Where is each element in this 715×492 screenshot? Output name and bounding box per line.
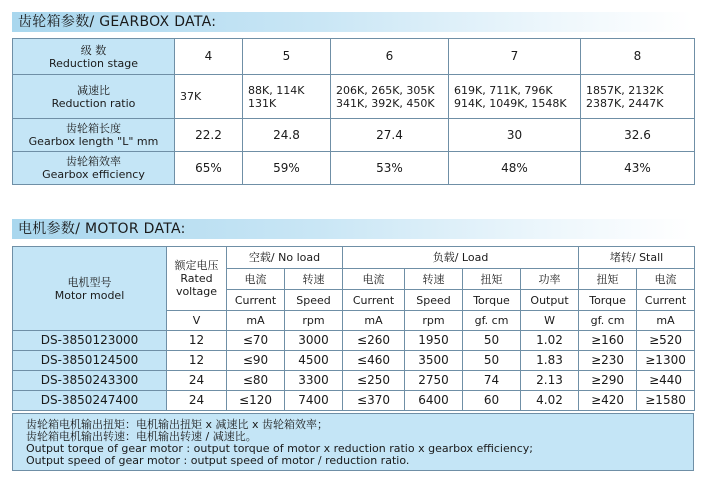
gearbox-label-en: Gearbox length "L" mm <box>28 135 159 148</box>
motor-cell: 50 <box>463 331 521 351</box>
gearbox-label-cn: 齿轮箱长度 <box>66 122 121 135</box>
gearbox-label-en: Gearbox efficiency <box>42 168 145 181</box>
motor-cell: ≥160 <box>579 331 637 351</box>
gearbox-cell: 30 <box>449 119 581 152</box>
gearbox-label-en: Reduction ratio <box>51 96 136 110</box>
gearbox-cell: 4 <box>175 39 243 75</box>
motor-cell: 1.83 <box>521 351 579 371</box>
gearbox-row-label <box>13 119 175 152</box>
motor-col-header-en: Speed <box>285 290 343 311</box>
motor-cell: ≥290 <box>579 371 637 391</box>
motor-row <box>13 391 695 411</box>
motor-col-header-cn: 扭矩 <box>579 269 637 290</box>
motor-col-header-cn: 转速 <box>285 269 343 290</box>
motor-unit: W <box>521 311 579 331</box>
motor-cell: ≥420 <box>579 391 637 411</box>
gearbox-row <box>13 75 695 119</box>
note-line: Output torque of gear motor : output torque of motor x reduction ratio x gearbox efficiency; <box>26 442 533 455</box>
gearbox-row <box>13 119 695 152</box>
gearbox-row <box>13 152 695 185</box>
gearbox-cell-line: 88K, 114K <box>248 83 305 97</box>
gearbox-cell-line: 131K <box>248 96 277 110</box>
motor-unit: mA <box>637 311 695 331</box>
motor-cell: 3500 <box>405 351 463 371</box>
gearbox-cell-line: 1857K, 2132K <box>586 83 664 97</box>
gearbox-cell <box>243 75 331 119</box>
gearbox-cell: 48% <box>449 152 581 185</box>
motor-cell: ≥440 <box>637 371 695 391</box>
motor-cell: 50 <box>463 351 521 371</box>
motor-col-header-cn: 转速 <box>405 269 463 290</box>
motor-cell: 24 <box>167 391 227 411</box>
motor-cell: 2750 <box>405 371 463 391</box>
motor-cell: ≥520 <box>637 331 695 351</box>
rated-voltage-header-cn: 额定电压 <box>174 259 219 272</box>
gearbox-cell-line: 206K, 265K, 305K <box>336 83 435 97</box>
gearbox-cell: 27.4 <box>331 119 449 152</box>
motor-cell: ≤80 <box>227 371 285 391</box>
gearbox-cell <box>175 75 243 119</box>
motor-cell: 1.02 <box>521 331 579 351</box>
motor-col-header-en: Torque <box>579 290 637 311</box>
gearbox-cell-line: 37K <box>180 90 202 103</box>
motor-cell: 6400 <box>405 391 463 411</box>
motor-model-cell: DS-3850247400 <box>13 391 167 411</box>
motor-model-header-en: Motor model <box>54 288 125 302</box>
motor-unit: gf. cm <box>463 311 521 331</box>
motor-row <box>13 351 695 371</box>
gearbox-row <box>13 39 695 75</box>
motor-cell: ≥230 <box>579 351 637 371</box>
motor-row <box>13 331 695 351</box>
motor-cell: 3000 <box>285 331 343 351</box>
motor-unit: rpm <box>405 311 463 331</box>
motor-row <box>13 371 695 391</box>
motor-cell: 60 <box>463 391 521 411</box>
motor-cell: 4500 <box>285 351 343 371</box>
motor-col-header-en: Output <box>521 290 579 311</box>
rated-voltage-header <box>167 247 227 311</box>
gearbox-cell-line: 619K, 711K, 796K <box>454 83 553 97</box>
note-line: Output speed of gear motor : output speed of motor / reduction ratio. <box>26 454 410 467</box>
gearbox-row-label <box>13 75 175 119</box>
gearbox-cell: 8 <box>581 39 695 75</box>
motor-unit: mA <box>227 311 285 331</box>
motor-cell: 12 <box>167 351 227 371</box>
motor-cell: ≤370 <box>343 391 405 411</box>
motor-cell: 2.13 <box>521 371 579 391</box>
gearbox-row-label <box>13 39 175 75</box>
gearbox-table <box>12 38 695 185</box>
motor-unit: gf. cm <box>579 311 637 331</box>
gearbox-cell: 43% <box>581 152 695 185</box>
motor-section-title: 电机参数/ MOTOR DATA: <box>12 219 692 239</box>
motor-unit: rpm <box>285 311 343 331</box>
motor-model-header <box>13 247 167 331</box>
gearbox-cell: 22.2 <box>175 119 243 152</box>
gearbox-cell: 7 <box>449 39 581 75</box>
rated-voltage-header-en1: Rated <box>180 272 213 285</box>
motor-cell: 4.02 <box>521 391 579 411</box>
motor-cell: 7400 <box>285 391 343 411</box>
motor-cell: ≤260 <box>343 331 405 351</box>
gearbox-cell: 59% <box>243 152 331 185</box>
gearbox-cell: 24.8 <box>243 119 331 152</box>
motor-cell: 74 <box>463 371 521 391</box>
gearbox-cell: 32.6 <box>581 119 695 152</box>
gearbox-cell <box>449 75 581 119</box>
gearbox-cell-line: 914K, 1049K, 1548K <box>454 96 567 110</box>
motor-col-header-en: Current <box>227 290 285 311</box>
motor-cell: ≤90 <box>227 351 285 371</box>
no-load-group-header: 空载/ No load <box>227 247 343 269</box>
motor-col-header-en: Current <box>343 290 405 311</box>
motor-col-header-cn: 电流 <box>227 269 285 290</box>
motor-cell: 3300 <box>285 371 343 391</box>
motor-col-header-en: Speed <box>405 290 463 311</box>
motor-cell: ≥1300 <box>637 351 695 371</box>
gearbox-cell <box>581 75 695 119</box>
motor-unit: V <box>167 311 227 331</box>
motor-cell: 1950 <box>405 331 463 351</box>
motor-model-cell: DS-3850123000 <box>13 331 167 351</box>
motor-col-header-en: Torque <box>463 290 521 311</box>
gearbox-section-title: 齿轮箱参数/ GEARBOX DATA: <box>12 12 692 32</box>
motor-cell: ≤460 <box>343 351 405 371</box>
motor-model-header-cn: 电机型号 <box>67 275 112 289</box>
motor-col-header-cn: 功率 <box>521 269 579 290</box>
motor-col-header-en: Current <box>637 290 695 311</box>
motor-cell: ≥1580 <box>637 391 695 411</box>
gearbox-cell-line: 2387K, 2447K <box>586 96 664 110</box>
motor-unit: mA <box>343 311 405 331</box>
load-group-header: 负载/ Load <box>343 247 579 269</box>
motor-col-header-cn: 电流 <box>637 269 695 290</box>
gearbox-label-cn: 减速比 <box>77 83 110 97</box>
note-line: 齿轮箱电机输出转速：电机输出转速 / 减速比。 <box>26 430 257 443</box>
gearbox-cell: 53% <box>331 152 449 185</box>
motor-cell: 12 <box>167 331 227 351</box>
motor-model-cell: DS-3850124500 <box>13 351 167 371</box>
gearbox-cell: 6 <box>331 39 449 75</box>
gearbox-label-en: Reduction stage <box>48 56 139 70</box>
gearbox-cell: 65% <box>175 152 243 185</box>
motor-col-header-cn: 扭矩 <box>463 269 521 290</box>
gearbox-cell <box>331 75 449 119</box>
motor-col-header-cn: 电流 <box>343 269 405 290</box>
gearbox-row-label <box>13 152 175 185</box>
rated-voltage-header-en2: voltage <box>175 285 218 298</box>
motor-cell: 24 <box>167 371 227 391</box>
gearbox-cell: 5 <box>243 39 331 75</box>
motor-cell: ≤250 <box>343 371 405 391</box>
formula-notes <box>12 413 694 471</box>
motor-cell: ≤120 <box>227 391 285 411</box>
motor-table <box>12 246 695 411</box>
gearbox-label-cn: 级 数 <box>80 43 107 57</box>
gearbox-cell-line: 341K, 392K, 450K <box>336 96 435 110</box>
note-line: 齿轮箱电机输出扭矩：电机输出扭矩 x 减速比 x 齿轮箱效率； <box>26 418 329 431</box>
stall-group-header: 堵转/ Stall <box>579 247 695 269</box>
motor-cell: ≤70 <box>227 331 285 351</box>
gearbox-label-cn: 齿轮箱效率 <box>66 155 121 168</box>
motor-model-cell: DS-3850243300 <box>13 371 167 391</box>
